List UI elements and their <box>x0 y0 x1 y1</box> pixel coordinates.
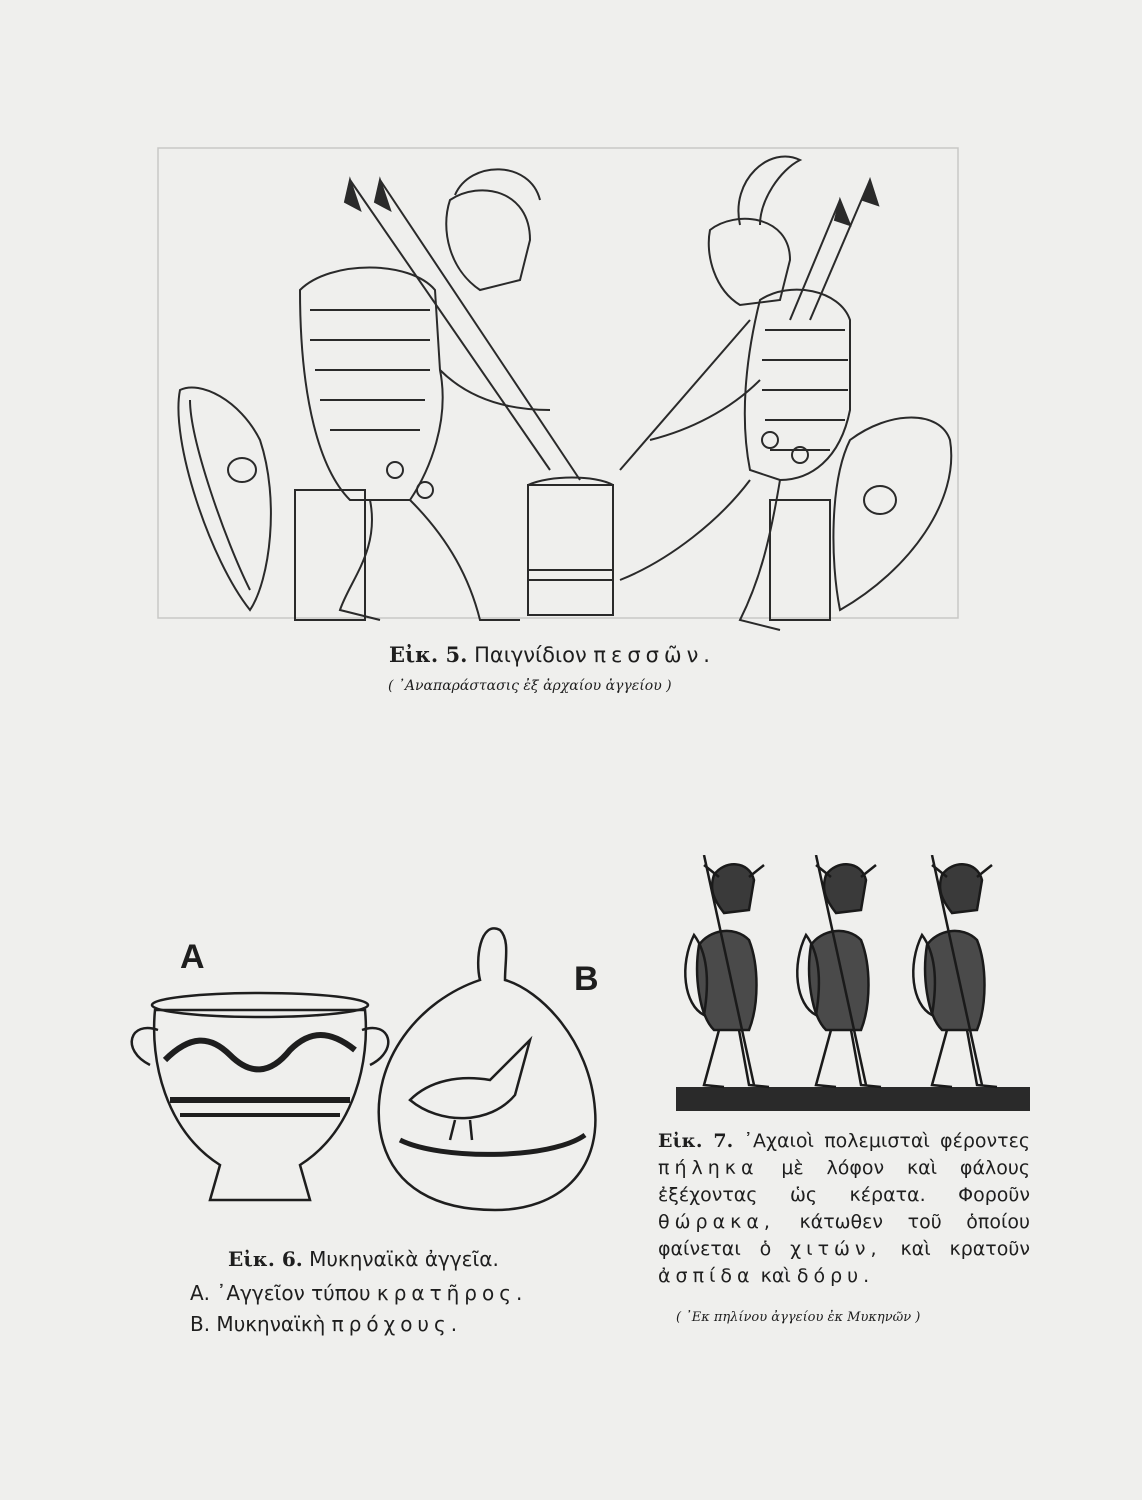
figure-7-illustration <box>674 855 1032 1115</box>
line-b-spaced: πρόχους. <box>331 1312 463 1336</box>
vessel-b-letter: B <box>574 960 599 998</box>
figure-5-source: ( ᾿Αναπαράστασις ἐξ ἀρχαίου ἀγγείου ) <box>388 678 672 694</box>
figure-6-line-b <box>190 1312 462 1336</box>
figure-5-title: Παιγνίδιον <box>474 643 587 667</box>
figure-7-source: ( ᾿Εκ πηλίνου ἀγγείου ἐκ Μυκηνῶν ) <box>676 1310 921 1325</box>
figure-6-caption <box>228 1247 499 1271</box>
fig7-term-dory: δόρυ. <box>796 1265 875 1287</box>
fig7-term-pelex: πήληκα <box>658 1157 759 1179</box>
figure-5-label: Εἰκ. 5. <box>389 642 468 667</box>
line-b-text: Β. Μυκηναϊκὴ <box>190 1312 326 1336</box>
fig7-text-3: κάτωθεν τοῦ ὁποίου φαίνεται ὁ <box>658 1211 1030 1260</box>
fig7-text-2: μὲ λόφον καὶ φάλους ἐξέχοντας ὡς κέρατα. Φοροῦν <box>658 1157 1031 1206</box>
line-a-text: Α. ᾿Αγγεῖον τύπου <box>190 1281 371 1305</box>
fig7-text-4: καὶ κρατοῦν <box>900 1238 1030 1260</box>
line-a-spaced: κρατῆρος. <box>376 1281 528 1305</box>
fig7-term-thorax: θώρακα, <box>658 1211 775 1233</box>
fig7-text-1: ᾿Αχαιοὶ πολεμισταὶ φέροντες <box>743 1130 1031 1152</box>
fig7-term-aspis: ἀσπίδα <box>658 1265 755 1287</box>
vessel-a-letter: A <box>180 938 205 976</box>
figure-7-caption <box>658 1128 1030 1290</box>
figure-7-label: Εἰκ. 7. <box>658 1130 734 1152</box>
figure-5-title-spaced: πεσσῶν. <box>593 643 715 667</box>
figure-6-label: Εἰκ. 6. <box>228 1247 303 1271</box>
figure-6-title: Μυκηναϊκὰ ἀγγεῖα. <box>309 1247 499 1271</box>
figure-5-caption <box>389 642 715 667</box>
figure-6-line-a <box>190 1281 527 1305</box>
fig7-text-5: καὶ <box>760 1265 791 1287</box>
fig7-term-chiton: χιτών, <box>790 1238 882 1260</box>
figure-5-illustration <box>150 140 990 640</box>
